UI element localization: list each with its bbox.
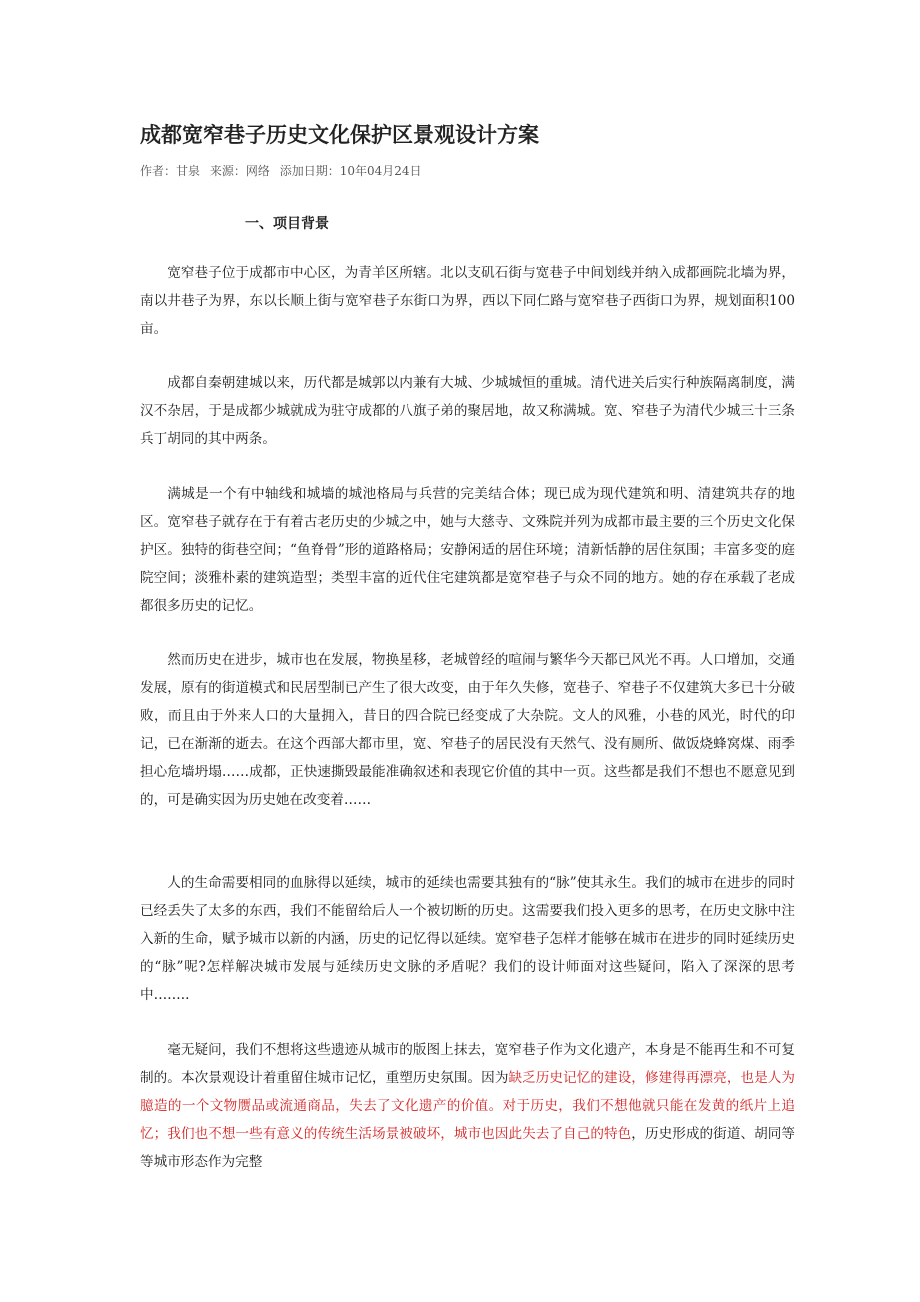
meta-date: 添加日期：10年04月24日 [279,164,422,178]
paragraph-decline: 然而历史在进步，城市也在发展，物换星移，老城曾经的喧闹与繁华今天都已风光不再。人口增加，交通发展，原有的街道模式和民居型制已产生了很大改变，由于年久失修，宽巷子、窄巷子不仅建筑大多已十分破败，而且由于外来人口的大量拥入，昔日的四合院已经变成了大杂院。文人的风雅，小巷的风光，时代的印记，已在渐渐的逝去。在这个西部大都市里，宽、窄巷子的居民没有天然气、没有厕所、做饭烧蜂窝煤、雨季担心危墙坍塌……成都，正快速撕毁最能准确叙述和表现它价值的其中一页。这些都是我们不想也不愿意见到的，可是确实因为历史她在改变着…… [140,652,795,808]
paragraph-manchu-city: 满城是一个有中轴线和城墙的城池格局与兵营的完美结合体；现已成为现代建筑和明、清建筑共存的地区。宽窄巷子就存在于有着古老历史的少城之中，她与大慈寺、文殊院并列为成都市最主要的三个历史文化保护区。独特的街巷空间；“鱼脊骨”形的道路格局；安静闲适的居住环境；清新恬静的居住氛围；丰富多变的庭院空间；淡雅朴素的建筑造型；类型丰富的近代住宅建筑都是宽窄巷子与众不同的地方。她的存在承载了老成都很多历史的记忆。 [140,486,795,614]
paragraph-preservation [140,1036,795,1176]
paragraph-location: 宽窄巷子位于成都市中心区，为青羊区所辖。北以支矶石街与宽巷子中间划线并纳入成都画院北墙为界，南以井巷子为界，东以长顺上街与宽窄巷子东街口为界，西以下同仁路与宽窄巷子西街口为界，规划面积100亩。 [140,265,795,337]
paragraph-preservation-continued: ，历史形成的街道、胡同等等城市形态作为完整 [140,1126,796,1170]
paragraph-preservation-intro: 毫无疑问，我们不想将这些遗迹从城市的版图上抹去，宽窄巷子作为文化遗产，本身是不能再生和不可复制的。本次景观设计着重留住城市记忆，重塑历史氛围。因为 [140,1042,795,1086]
paragraph-continuity: 人的生命需要相同的血脉得以延续，城市的延续也需要其独有的“脉”使其永生。我们的城市在进步的同时已经丢失了太多的东西，我们不能留给后人一个被切断的历史。这需要我们投入更多的思考，在历史文脉中注入新的生命，赋予城市以新的内涵，历史的记忆得以延续。宽窄巷子怎样才能够在城市在进步的同时延续历史的“脉”呢?怎样解决城市发展与延续历史文脉的矛盾呢？我们的设计师面对这些疑问，陷入了深深的思考中…….. [140,875,795,1003]
highlighted-text: 缺乏历史记忆的建设，修建得再漂亮，也是人为臆造的一个文物赝品或流通商品，失去了文化遗产的价值。对于历史，我们不想他就只能在发黄的纸片上追忆；我们也不想一些有意义的传统生活场景被破坏，城市也因此失去了自己的特色 [140,1070,796,1142]
article-meta [140,162,428,180]
meta-source: 来源：网络 [209,164,270,178]
section-heading: 一、项目背景 [245,216,329,232]
article-title: 成都宽窄巷子历史文化保护区景观设计方案 [140,123,539,147]
paragraph-history: 成都自秦朝建城以来，历代都是城郭以内兼有大城、少城城恒的重城。清代进关后实行种族隔离制度，满汉不杂居，于是成都少城就成为驻守成都的八旗子弟的聚居地，故又称满城。宽、窄巷子为清代少城三十三条兵丁胡同的其中两条。 [140,375,795,447]
meta-author: 作者：甘泉 [140,164,201,178]
